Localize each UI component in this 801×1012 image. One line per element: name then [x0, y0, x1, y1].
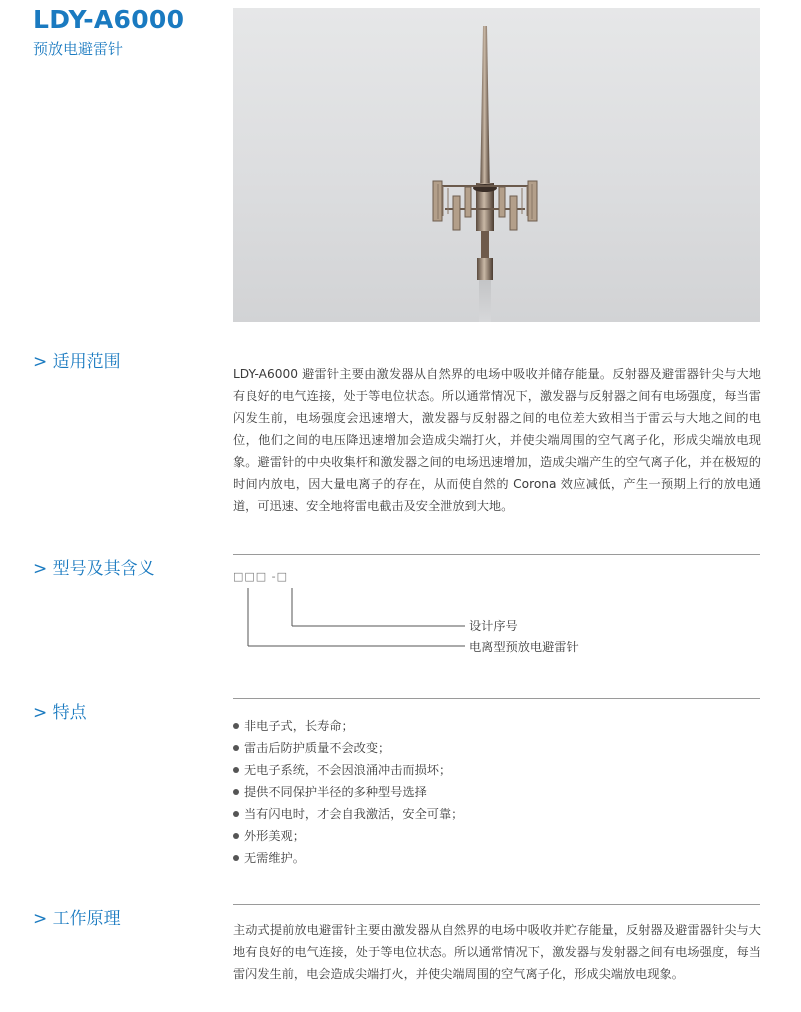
section-title-model: > 型号及其含义 [33, 559, 155, 579]
scope-paragraph: LDY-A6000 避雷针主要由激发器从自然界的电场中吸收并储存能量。反射器及避雷器针尖与大地有良好的电气连接，处于等电位状态。所以通常情况下，激发器与反射器之间有电场强度，每当雷闪发生前，电场强度会迅速增大，激发器与反射器之间的电位差大致相当于雷云与大地之间的电位，他们之间的电压降迅速增加会造成尖端打火，并使尖端周围的空气离子化，形成尖端放电现象。避雷针的中央收集杆和激发器之间的电场迅速增加，造成尖端产生的空气离子化，并在极短的时间内放电，因大量电离子的存在，从而使自然的 Corona 效应减低，产生一预期上行的放电通道，可迅速、安全地将雷电截击及安全泄放到大地。 [233, 367, 761, 513]
feature-text: 外形美观； [244, 829, 305, 843]
product-photo [233, 8, 760, 322]
feature-text: 无电子系统，不会因浪涌冲击而损坏； [244, 763, 452, 777]
bullet-icon [233, 811, 239, 817]
product-subtitle: 预放电避雷针 [33, 40, 124, 58]
section-divider [233, 698, 760, 699]
model-label-type: 电离型预放电避雷针 [469, 640, 579, 654]
section-divider [233, 904, 760, 905]
feature-text: 雷击后防护质量不会改变； [244, 741, 391, 755]
list-item [233, 759, 463, 781]
list-item [233, 847, 463, 869]
bullet-icon [233, 723, 239, 729]
feature-text: 无需维护。 [244, 851, 305, 865]
list-item [233, 715, 463, 737]
section-title-features: > 特点 [33, 703, 87, 723]
section-title-principle: > 工作原理 [33, 909, 121, 929]
model-code-diagram [233, 570, 633, 665]
bullet-icon [233, 767, 239, 773]
features-list [233, 715, 463, 869]
feature-text: 提供不同保护半径的多种型号选择 [244, 785, 427, 799]
bullet-icon [233, 855, 239, 861]
feature-text: 非电子式，长寿命； [244, 719, 354, 733]
section-divider [233, 554, 760, 555]
product-title: LDY-A6000 [33, 5, 185, 34]
list-item [233, 825, 463, 847]
list-item [233, 803, 463, 825]
principle-paragraph: 主动式提前放电避雷针主要由激发器从自然界的电场中吸收并贮存能量，反射器及避雷器针尖与大地有良好的电气连接，处于等电位状态。所以通常情况下，激发器与发射器之间有电场强度，每当雷闪发生前，电会造成尖端打火，并使尖端周围的空气离子化，形成尖端放电现象。 [233, 923, 761, 981]
bullet-icon [233, 745, 239, 751]
list-item [233, 781, 463, 803]
lightning-rod-illustration [233, 8, 760, 322]
feature-text: 当有闪电时，才会自我激活，安全可靠； [244, 807, 464, 821]
bullet-icon [233, 833, 239, 839]
list-item [233, 737, 463, 759]
model-code: □□□ -□ [233, 570, 289, 583]
bullet-icon [233, 789, 239, 795]
section-title-scope: > 适用范围 [33, 352, 121, 372]
model-label-serial: 设计序号 [469, 619, 518, 633]
